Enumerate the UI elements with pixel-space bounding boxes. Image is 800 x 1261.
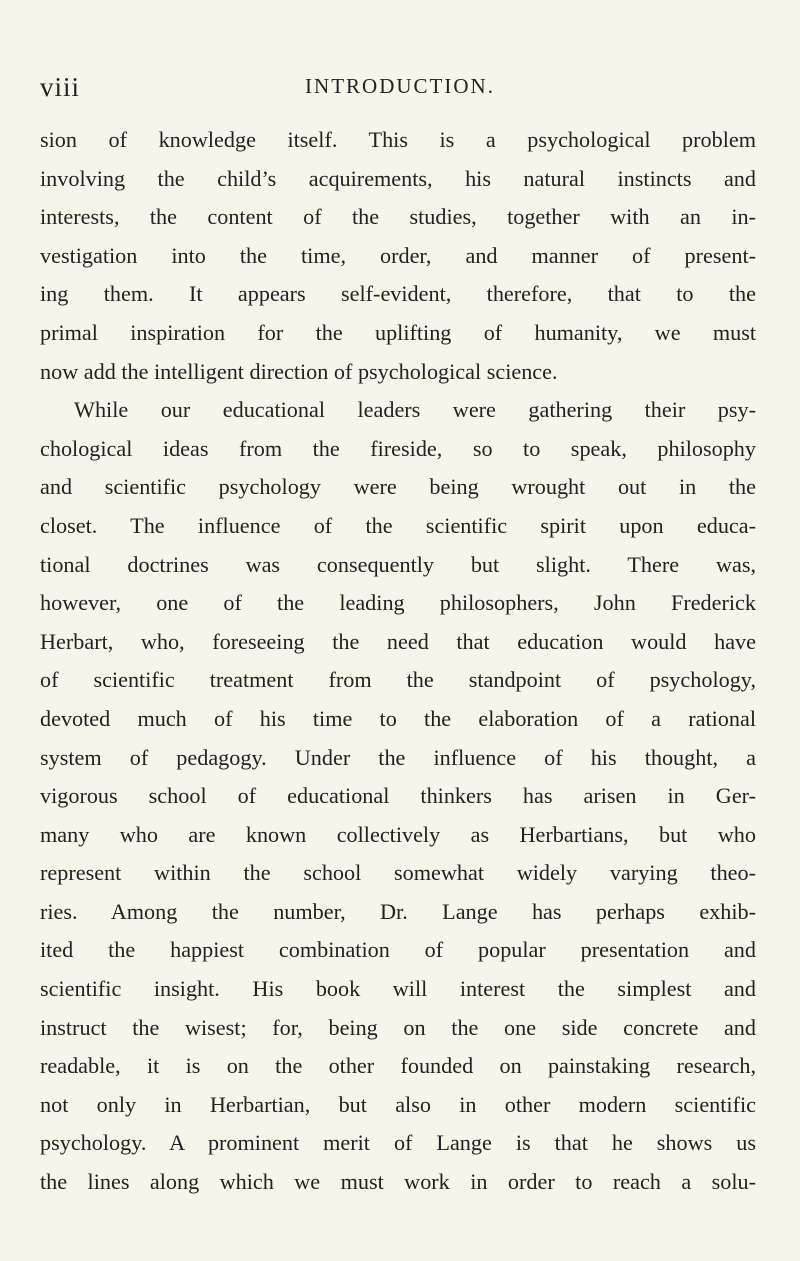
text-line: While our educational leaders were gathering their psy- [74,397,756,423]
text-line: interests, the content of the studies, together with an in- [40,204,756,230]
text-line: closet. The influence of the scientific spirit upon educa- [40,512,756,538]
text-line: however, one of the leading philosophers, John Frederick [40,590,756,616]
text-line: vestigation into the time, order, and manner of present- [40,242,756,268]
text-line: ries. Among the number, Dr. Lange has perhaps exhib- [40,898,756,924]
text-line: Herbart, who, foreseeing the need that education would have [40,628,756,654]
body-text [40,121,756,1202]
text-line: chological ideas from the fireside, so to speak, philosophy [40,435,756,461]
text-line: of scientific treatment from the standpoint of psychology, [40,667,756,693]
text-line: psychology. A prominent merit of Lange is that he shows us [40,1130,756,1156]
text-line: vigorous school of educational thinkers has arisen in Ger- [40,783,756,809]
text-line: involving the child’s acquirements, his natural instincts and [40,165,756,191]
text-line: scientific insight. His book will interest the simplest and [40,976,756,1002]
running-title: INTRODUCTION. [305,74,495,98]
text-line: represent within the school somewhat widely varying theo- [40,860,756,886]
text-line: the lines along which we must work in order to reach a solu- [40,1169,756,1195]
text-line: ing them. It appears self-evident, therefore, that to the [40,281,756,307]
page-number: viii [40,72,81,102]
text-line: devoted much of his time to the elaboration of a rational [40,705,756,731]
text-line: system of pedagogy. Under the influence of his thought, a [40,744,756,770]
text-line: sion of knowledge itself. This is a psychological problem [40,127,756,152]
text-line: primal inspiration for the uplifting of humanity, we must [40,319,756,345]
text-line: not only in Herbartian, but also in other modern scientific [40,1091,756,1117]
text-line: and scientific psychology were being wrought out in the [40,474,756,500]
text-line: readable, it is on the other founded on painstaking research, [40,1053,756,1079]
text-line: instruct the wisest; for, being on the one side concrete and [40,1014,756,1040]
text-line: ited the happiest combination of popular presentation and [40,937,756,963]
running-head [40,72,760,112]
text-line: tional doctrines was consequently but slight. There was, [40,551,756,577]
text-line: many who are known collectively as Herbartians, but who [40,821,756,847]
text-line: now add the intelligent direction of psychological science. [40,358,558,384]
